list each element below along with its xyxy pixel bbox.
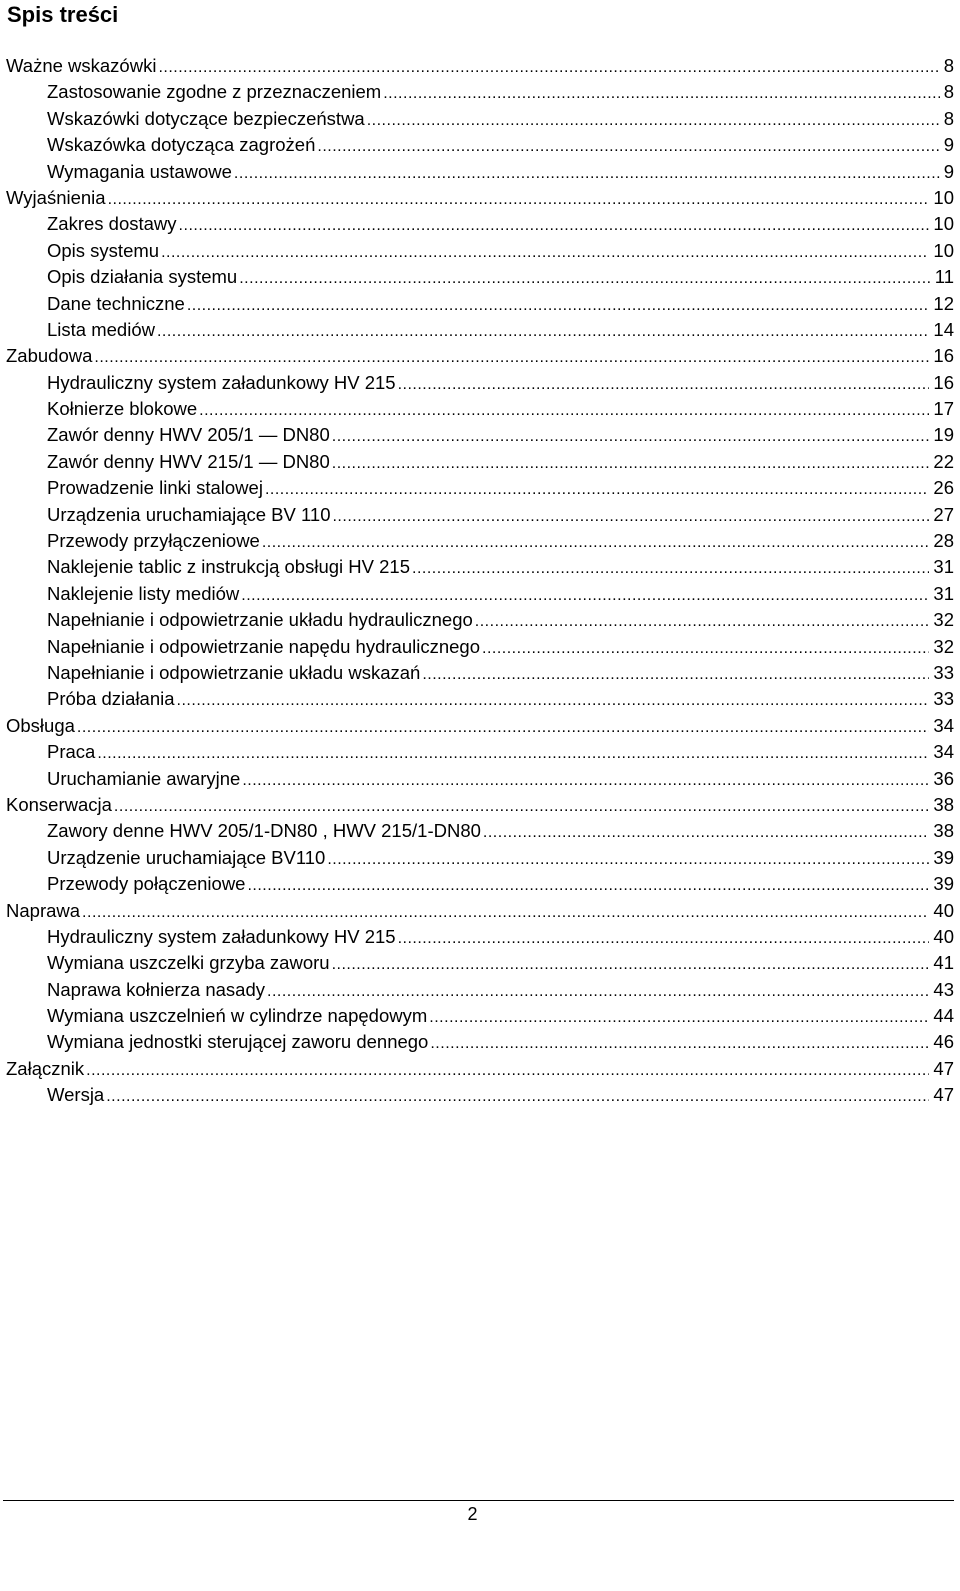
toc-entry[interactable]	[6, 634, 954, 660]
toc-entry-page-number: 10	[929, 185, 954, 211]
toc-entry-page-number: 43	[929, 977, 954, 1003]
dot-leader	[482, 636, 929, 660]
toc-entry[interactable]	[6, 422, 954, 448]
toc-entry[interactable]	[6, 396, 954, 422]
toc-entry-label: Wyjaśnienia	[6, 185, 108, 211]
toc-entry-label: Opis systemu	[47, 238, 161, 264]
toc-entry[interactable]	[6, 1082, 954, 1108]
toc-entry-page-number: 10	[929, 211, 954, 237]
dot-leader	[317, 134, 939, 158]
toc-entry-label: Naklejenie listy mediów	[47, 581, 241, 607]
dot-leader	[157, 319, 929, 343]
toc-entry-page-number: 28	[929, 528, 954, 554]
toc-entry-page-number: 16	[929, 343, 954, 369]
dot-leader	[108, 187, 930, 211]
dot-leader	[327, 847, 929, 871]
dot-leader	[161, 240, 929, 264]
dot-leader	[398, 372, 930, 396]
dot-leader	[179, 213, 930, 237]
toc-entry-label: Zabudowa	[6, 343, 94, 369]
toc-entry-page-number: 40	[929, 898, 954, 924]
toc-entry-page-number: 9	[940, 132, 954, 158]
toc-entry[interactable]	[6, 871, 954, 897]
dot-leader	[430, 1031, 929, 1055]
toc-entry-page-number: 38	[929, 792, 954, 818]
toc-entry-label: Kołnierze blokowe	[47, 396, 199, 422]
toc-entry-label: Prowadzenie linki stalowej	[47, 475, 265, 501]
toc-entry[interactable]	[6, 845, 954, 871]
toc-entry-page-number: 46	[929, 1029, 954, 1055]
toc-entry-label: Dane techniczne	[47, 291, 187, 317]
toc-entry-page-number: 32	[929, 634, 954, 660]
page-title: Spis treści	[7, 2, 119, 27]
toc-entry[interactable]	[6, 581, 954, 607]
toc-entry[interactable]	[6, 317, 954, 343]
toc-entry-page-number: 40	[929, 924, 954, 950]
toc-entry-page-number: 36	[929, 766, 954, 792]
toc-entry-label: Praca	[47, 739, 97, 765]
dot-leader	[332, 424, 930, 448]
page-number: 2	[467, 1504, 478, 1524]
dot-leader	[234, 161, 940, 185]
toc-entry[interactable]	[6, 766, 954, 792]
toc-entry-label: Zawór denny HWV 215/1 — DN80	[47, 449, 332, 475]
toc-entry[interactable]	[6, 291, 954, 317]
toc-entry-label: Urządzenia uruchamiające BV 110	[47, 502, 332, 528]
toc-entry-page-number: 41	[929, 950, 954, 976]
toc-entry-label: Napełnianie i odpowietrzanie napędu hydraulicznego	[47, 634, 482, 660]
toc-entry-page-number: 8	[940, 79, 954, 105]
dot-leader	[412, 556, 929, 580]
toc-entry-label: Naklejenie tablic z instrukcją obsługi HV 215	[47, 554, 412, 580]
dot-leader	[332, 504, 929, 528]
dot-leader	[332, 952, 930, 976]
dot-leader	[77, 715, 930, 739]
toc-entry-label: Zakres dostawy	[47, 211, 179, 237]
toc-entry-page-number: 14	[929, 317, 954, 343]
dot-leader	[475, 609, 930, 633]
toc-entry[interactable]	[6, 132, 954, 158]
toc-entry-page-number: 22	[929, 449, 954, 475]
toc-entry[interactable]	[6, 185, 954, 211]
toc-entry-page-number: 39	[929, 871, 954, 897]
dot-leader	[242, 768, 929, 792]
dot-leader	[422, 662, 929, 686]
toc-entry-label: Uruchamianie awaryjne	[47, 766, 242, 792]
toc-entry-page-number: 39	[929, 845, 954, 871]
toc-entry[interactable]	[6, 211, 954, 237]
toc-entry[interactable]	[6, 1003, 954, 1029]
dot-leader	[187, 293, 930, 317]
toc-entry-page-number: 19	[929, 422, 954, 448]
toc-entry-label: Przewody przyłączeniowe	[47, 528, 262, 554]
toc-entry-label: Zawór denny HWV 205/1 — DN80	[47, 422, 332, 448]
toc-entry-label: Naprawa	[6, 898, 82, 924]
toc-entry-page-number: 8	[940, 53, 954, 79]
dot-leader	[241, 583, 929, 607]
toc-entry-label: Wymiana jednostki sterującej zaworu dennego	[47, 1029, 430, 1055]
dot-leader	[158, 55, 939, 79]
toc-entry-label: Napełnianie i odpowietrzanie układu wskazań	[47, 660, 422, 686]
toc-entry-label: Wymagania ustawowe	[47, 159, 234, 185]
toc-entry[interactable]	[6, 79, 954, 105]
toc-entry-label: Zastosowanie zgodne z przeznaczeniem	[47, 79, 383, 105]
toc-entry-label: Ważne wskazówki	[6, 53, 158, 79]
dot-leader	[94, 345, 929, 369]
toc-entry-label: Wersja	[47, 1082, 106, 1108]
toc-entry[interactable]	[6, 607, 954, 633]
toc-entry[interactable]	[6, 528, 954, 554]
toc-entry-page-number: 33	[929, 660, 954, 686]
toc-entry[interactable]	[6, 53, 954, 79]
toc-entry[interactable]	[6, 713, 954, 739]
toc-entry-page-number: 47	[929, 1056, 954, 1082]
toc-entry[interactable]	[6, 238, 954, 264]
toc-entry[interactable]	[6, 502, 954, 528]
toc-entry-page-number: 34	[929, 739, 954, 765]
toc-entry-page-number: 8	[940, 106, 954, 132]
toc-entry[interactable]	[6, 686, 954, 712]
dot-leader	[177, 688, 930, 712]
toc-entry[interactable]	[6, 792, 954, 818]
toc-entry-page-number: 16	[929, 370, 954, 396]
toc-entry[interactable]	[6, 554, 954, 580]
toc-entry-label: Hydrauliczny system załadunkowy HV 215	[47, 924, 398, 950]
dot-leader	[97, 741, 929, 765]
toc-entry-label: Napełnianie i odpowietrzanie układu hydraulicznego	[47, 607, 475, 633]
dot-leader	[247, 873, 929, 897]
toc-entry-label: Wskazówka dotycząca zagrożeń	[47, 132, 317, 158]
toc-entry[interactable]	[6, 370, 954, 396]
toc-entry[interactable]	[6, 924, 954, 950]
toc-entry-label: Wskazówki dotyczące bezpieczeństwa	[47, 106, 367, 132]
toc-entry[interactable]	[6, 159, 954, 185]
toc-entry[interactable]	[6, 950, 954, 976]
toc-entry-page-number: 31	[929, 554, 954, 580]
toc-entry-page-number: 34	[929, 713, 954, 739]
toc-entry-page-number: 11	[931, 264, 954, 290]
dot-leader	[367, 108, 940, 132]
toc-entry-page-number: 44	[929, 1003, 954, 1029]
toc-entry-page-number: 47	[929, 1082, 954, 1108]
toc-entry-page-number: 32	[929, 607, 954, 633]
toc-entry-page-number: 17	[929, 396, 954, 422]
toc-entry-label: Wymiana uszczelnień w cylindrze napędowym	[47, 1003, 429, 1029]
toc-entry-page-number: 9	[940, 159, 954, 185]
dot-leader	[429, 1005, 929, 1029]
toc-entry[interactable]	[6, 1029, 954, 1055]
toc-entry-label: Konserwacja	[6, 792, 114, 818]
dot-leader	[267, 979, 929, 1003]
toc-entry[interactable]	[6, 343, 954, 369]
dot-leader	[239, 266, 931, 290]
toc-entry-label: Wymiana uszczelki grzyba zaworu	[47, 950, 332, 976]
toc-entry-page-number: 12	[929, 291, 954, 317]
toc-entry-label: Przewody połączeniowe	[47, 871, 247, 897]
dot-leader	[114, 794, 930, 818]
dot-leader	[483, 820, 930, 844]
toc-entry-label: Próba działania	[47, 686, 177, 712]
dot-leader	[332, 451, 930, 475]
toc-entry[interactable]	[6, 475, 954, 501]
dot-leader	[82, 900, 929, 924]
toc-entry[interactable]	[6, 898, 954, 924]
table-of-contents	[6, 53, 954, 1109]
toc-entry-page-number: 31	[929, 581, 954, 607]
toc-entry[interactable]	[6, 106, 954, 132]
toc-entry[interactable]	[6, 660, 954, 686]
toc-entry-label: Zawory denne HWV 205/1-DN80 , HWV 215/1-DN80	[47, 818, 483, 844]
toc-entry-label: Obsługa	[6, 713, 77, 739]
toc-entry-label: Lista mediów	[47, 317, 157, 343]
toc-entry-page-number: 26	[929, 475, 954, 501]
toc-entry-label: Załącznik	[6, 1056, 86, 1082]
toc-entry[interactable]	[6, 1056, 954, 1082]
toc-entry[interactable]	[6, 818, 954, 844]
dot-leader	[398, 926, 930, 950]
toc-entry-page-number: 33	[929, 686, 954, 712]
toc-entry[interactable]	[6, 739, 954, 765]
toc-entry[interactable]	[6, 264, 954, 290]
toc-entry-label: Hydrauliczny system załadunkowy HV 215	[47, 370, 398, 396]
toc-entry-label: Naprawa kołnierza nasady	[47, 977, 267, 1003]
dot-leader	[265, 477, 929, 501]
dot-leader	[199, 398, 929, 422]
toc-entry-page-number: 27	[929, 502, 954, 528]
toc-entry-page-number: 38	[929, 818, 954, 844]
dot-leader	[383, 81, 939, 105]
toc-entry[interactable]	[6, 449, 954, 475]
dot-leader	[106, 1084, 929, 1108]
toc-entry-label: Urządzenie uruchamiające BV110	[47, 845, 327, 871]
dot-leader	[262, 530, 930, 554]
dot-leader	[86, 1058, 929, 1082]
toc-entry-page-number: 10	[929, 238, 954, 264]
toc-entry-label: Opis działania systemu	[47, 264, 239, 290]
toc-entry[interactable]	[6, 977, 954, 1003]
